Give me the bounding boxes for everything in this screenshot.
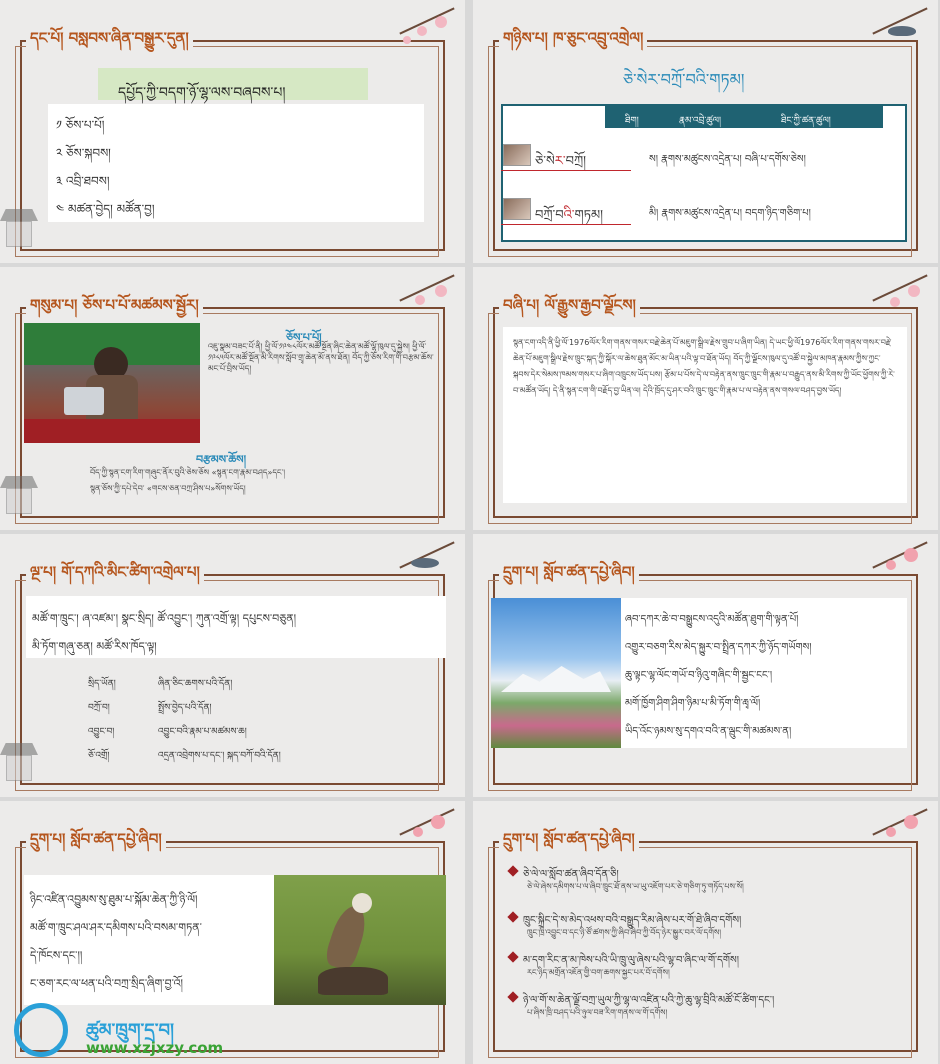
works-text: བོད་ཀྱི་སྙན་ངག་རིག་གཞུང་ནོར་བུའི་ཅེས་ཅོས «སྙན་ངག་རྣམ་བཤད»དང་། <box>90 468 286 477</box>
slide-3[interactable] <box>0 267 465 530</box>
landscape-photo <box>491 598 621 748</box>
slide-5[interactable] <box>0 534 465 797</box>
slide-1[interactable] <box>0 0 465 263</box>
slide-title: དྲུག་པ། སློབ་ཚན་དཔྱེ་ཞིབ། <box>26 823 166 865</box>
difficult-words: མཚོ་ག་ཁྲུང་། ཞ་འཛམ་། སྣང་སྲིད། ཚོ་འབྱུང་། ཀུན་འགྲོ་ལྟ། དཔུངས་བཅུན། <box>32 612 297 625</box>
slide-title: དྲུག་པ། སློབ་ཚན་དཔྱེ་ཞིབ། <box>499 823 639 865</box>
site-logo-icon[interactable] <box>14 1003 68 1057</box>
gloss-def: ཞིན་ཅིང་ཆགས་པའི་དོན། <box>158 679 233 689</box>
slide-title: བཞི་པ། ལོ་རྒྱུས་རྒྱབ་ལྗོངས། <box>499 289 640 331</box>
bird-decoration <box>387 540 457 594</box>
slide-title: དང་པོ། བསླབས་ཞིན་བསྒྱུར་དུན། <box>26 22 193 64</box>
bird-decoration <box>860 6 930 60</box>
poem-line: ཆུ་ལྟང་ལྷ་ལོང་གཡོ་བ་ཉིའུ་གཞིང་གི་སྦྱང་ངང་། <box>625 670 773 681</box>
blossom-decoration <box>860 807 930 861</box>
list-item: ༡ ཅོས་པ་པོ། <box>56 118 105 132</box>
section-header-text: དཔྱོད་ཀྱི་བདག་ཉོ་ལྷ་ལས་བཞབས་པ། <box>118 85 286 101</box>
gloss-def: སྤྲོས་བྱེད་པའི་དོན། <box>158 703 212 713</box>
author-photo <box>24 323 200 443</box>
slide-title: གཉིས་པ། ཁ་ཅུང་འབྲུ་འགྲེལ། <box>499 22 647 64</box>
poem-line: འགྱུར་བཅག་རིས་མེད་སྐྱུར་བ་སྤྲིན་དཀར་ཀྱི་ཉོད་གཡོགས། <box>625 642 812 653</box>
blossom-decoration <box>387 273 457 327</box>
slide-8[interactable] <box>473 801 938 1064</box>
slide-title: དྲུག་པ། སློབ་ཚན་དཔྱེ་ཞིབ། <box>499 556 639 598</box>
works-heading: བརྩམས་ཆོས། <box>196 453 247 466</box>
row-divider <box>501 170 631 171</box>
table-row-text: ས། རྣགས་མཚུངས་འདྲེན་པ། བཞི་པ་དགོས་ཅེས། <box>649 154 806 165</box>
gloss-term: འབྱུང་བ། <box>88 727 115 737</box>
house-decoration <box>0 476 38 516</box>
section-header-text: ཅེ་སེར་བཀྲོ་བའི་གཏམ། <box>623 70 745 89</box>
site-logo-text[interactable]: ཚུམ་ཁྲུག་དྲ་བ། <box>86 1020 175 1041</box>
table-header <box>605 106 883 128</box>
falcon-photo <box>274 875 446 1005</box>
poem-line: ཉིང་འཛིན་འབྱུམས་སུ་ཐུམ་པ་སྐོམ་ཆེན་ཀྱི་ཉི་ལོ། <box>30 893 198 906</box>
bird-thumbnail <box>503 144 531 166</box>
bio-heading: ཅོས་པ་པོ། <box>286 331 322 344</box>
poem-line: དེ་ཁོངས་དང་།། <box>30 949 83 962</box>
bullet-sub: རང་ཉིད་མགྲོན་འཇོན་གྱི་བག་ཆགས་སྐྱང་པར་བོ་དགོས། <box>527 968 670 977</box>
background-text: སྙན་ངག་འདི་ནི་ཕྱི་ལོ་1976ལོར་རིག་གནས་གསར་བརྗེ་ཆེན་པོ་མཇུག་སྒྲིལ་རྗེས་གྲུབ་པ་ཞིག་ཡིན། དེ་ཡང་ཕྱི་ལོ1976ལོར་རིག་གནས་གསར་བརྗེ་ཆེན་པོ་མཇུག་སྒྲིལ་རྗེས་ཁྲུང་སྐད་ཀྱི་སྐོར་ལ་ཆེས་ཐུན་མོང་མ་ཡིན་པའི་ལྟ་བ་ཐོན་ཡོད། བོད་ཀྱི་ལྗོངས་ཁུལ་དུ་འཚོ་བ་སྐྱེལ་མཁན་རྣམས་ཀྱིས་ཀྱང་སྐབས་དེར་སེམས་ཁམས་གསར་པ་ཞིག་འཁྲུངས་ཡོད་པས། རྩོམ་པ་པོས་དེ་ལ་བརྟེན་ནས་ཁྲུང་ཁྲུང་གི་རྣམ་པ་བརྒྱུད་ནས་མི་རིགས་ཀྱི་ཡོང་ཕྱོགས་ཀྱི་རེ་བ་མཚོན་ཡོད། དེ་ནི་སྙན་ངག་གི་བརྗོད་བྱ་ཡིན་ལ། དེའི་ཁྲོད་དུ་ཤར་བའི་ཁྲུང་ཁྲུང་གི་རྣམ་པ་ལ་བརྟེན་ནས་གསལ་བཤད་བྱས་ཡོད། <box>503 327 907 503</box>
slide-7[interactable] <box>0 801 465 1064</box>
site-url[interactable]: www.xzjxzy.com <box>86 1039 224 1057</box>
bullet-main: ཅེ་ལེ་ལ་སློབ་ཚན་ཞིབ་དོན་ཅི། <box>523 869 619 880</box>
slide-title: གསུམ་པ། ཅོས་པ་པོ་མཚམས་སྦྱོར། <box>26 289 203 331</box>
poem-line: མཚོ་ག་ཁྲུང་ཤལ་ཤར་དམིགས་པའི་བསམ་གཏན་ <box>30 921 202 934</box>
column-header: རྣམ་འབྲེ་ཚུལ། <box>679 116 722 126</box>
bullet-main: མ་དག་རིང་ན་མ་ཁེས་པའི་ཡི་ཁྲུ་ལུ་ཞེས་པའི་ལྷ་བ་ཞིང་ལ་གོ་དགོས། <box>523 955 739 966</box>
bird-thumbnail <box>503 198 531 220</box>
slide-6[interactable] <box>473 534 938 797</box>
bullet-sub: ཁྲུང་ཁྲི་འབྱུང་བ་དང་ཉི་ཙོ་ཚགས་ཀྱི་ཞིབ་ཞིབ་ཀྱི་བོད་ཉེར་སྐྱུར་བར་ལོ་དགོས། <box>527 928 721 937</box>
gloss-term: ཅོ་འགྲོ། <box>88 751 110 761</box>
bio-text: འཇུ་སྣམ་བཟང་པོ་ནི། ཕྱི་ལོ་༡༩༤༨ལོར་མཚོ་སྔོན་ཞིང་ཆེན་མཚོ་ལྷོ་ཁུལ་དུ་སྐྱེས། ཕྱི་ལོ་༡༩༨༥ལོར་མཚོ་སྔོན་མི་རིགས་སློབ་གྲྭ་ཆེན་མོ་ནས་ཐོན། བོད་ཀྱི་ཅོས་རིག་གི་བརྩམ་ཆོས་མང་པོ་བྲིས་ཡོད། <box>208 342 434 373</box>
poem-line: ཞབ་དཀར་ཆེ་བ་བསྒྱུངས་འདུའི་མཚོན་ཐུག་གི་ལྟན་པོ། <box>625 614 799 625</box>
gloss-def: འབྱུང་བའི་རྣམ་པ་མཚམས་ཆ། <box>158 727 247 737</box>
slide-4[interactable] <box>473 267 938 530</box>
list-item: ༢ ཅོས་སྐབས། <box>56 146 111 160</box>
blossom-decoration <box>860 273 930 327</box>
blossom-decoration <box>387 807 457 861</box>
slide-2[interactable] <box>473 0 938 263</box>
works-text: སྙན་ཅོས་ཀྱི་དཔེ་དེབ་ «གངས་ཅན་བཀྲ་ཤིས་པ»སོགས་ཡོད། <box>90 484 246 493</box>
column-header: ཐིག། <box>625 116 639 126</box>
bullet-main: ཉེ་ལ་གོ་ས་ཆེན་ལྗོ་བཀྲ་ཡུལ་ཀྱི་ལྷ་ལ་འཛིན་པའི་ཀྱེ་ཆུ་ལྷ་བྲིའི་མཚོ་ངོ་ཚིག་དང་། <box>523 995 775 1006</box>
difficult-words: མི་ཏོག་གཞུ་ཅན། མཚོ་རིས་ཁོད་ལྟ། <box>32 640 157 653</box>
gloss-term: བཀྲོ་བ། <box>88 703 110 713</box>
poem-line: ཡིད་འོང་ཉམས་སུ་དགའ་བའི་ན་ལྦུང་གི་མཚམས་ན། <box>625 726 792 737</box>
house-decoration <box>0 743 38 783</box>
row-divider <box>501 224 631 225</box>
poem-line: ང་ཅག་རང་ལ་ཕན་པའི་བཀྲ་སྲིད་ཞིག་བྱ་འོ། <box>30 977 183 990</box>
bullet-main: ཁྲུང་སྐྲིང་དེ་ས་མེད་འཕས་བའི་བསྒྱུད་རིམ་ཞེས་པར་གོ་ཐེ་ཞིབ་དགོས། <box>523 915 742 926</box>
list-item: ༤ མཚན་བྱེད། མཚོན་བྱ། <box>56 202 155 216</box>
list-item: ༣ འབྲི་ཐབས། <box>56 174 110 188</box>
gloss-term: སྲིད་ཡོན། <box>88 679 116 689</box>
bullet-sub: པ་ཞིས་ཁྲི་བཤད་པའི་ཉུལ་བཟ་རིག་གནས་ལ་གོ་དགོས། <box>527 1008 668 1017</box>
column-header: ཐིང་ཀྱི་ཚན་ཚུལ། <box>781 116 831 126</box>
blossom-decoration <box>860 540 930 594</box>
bullet-sub: ཅེ་ལེ་ཞེས་དམིགས་པ་ལ་ཞིབ་ཁྲུང་ཐོ་ནས་ཡ་ཡུ་འཇོག་པར་ཅེ་གཅིག་ཏུ་གཏོད་པས་སོ། <box>527 882 744 891</box>
table-row-label: བཀྲོ་བའི་གཏམ། <box>535 208 604 223</box>
blossom-decoration <box>387 6 457 60</box>
poem-line: མགོ་ཁྱོག་ཤིག་ཤིག་ཉིམ་པ་མི་ཏོག་གི་རླྭ་ལོ། <box>625 698 761 709</box>
gloss-def: འདྲན་འབྲེགས་པ་དང་། སྐད་བཀོ་བའི་དོན། <box>158 751 281 761</box>
table-row-text: མི། རྣགས་མཚུངས་འདྲེན་པ། བདག་ཉིད་གཅིག་པ། <box>649 208 811 219</box>
table-row-label: ཅེ་སེར་བཀྲོ། <box>535 154 586 169</box>
house-decoration <box>0 209 38 249</box>
slide-title: ལྔ་པ། གོ་དཀའི་མིང་ཚིག་འགྲེལ་པ། <box>26 556 204 598</box>
